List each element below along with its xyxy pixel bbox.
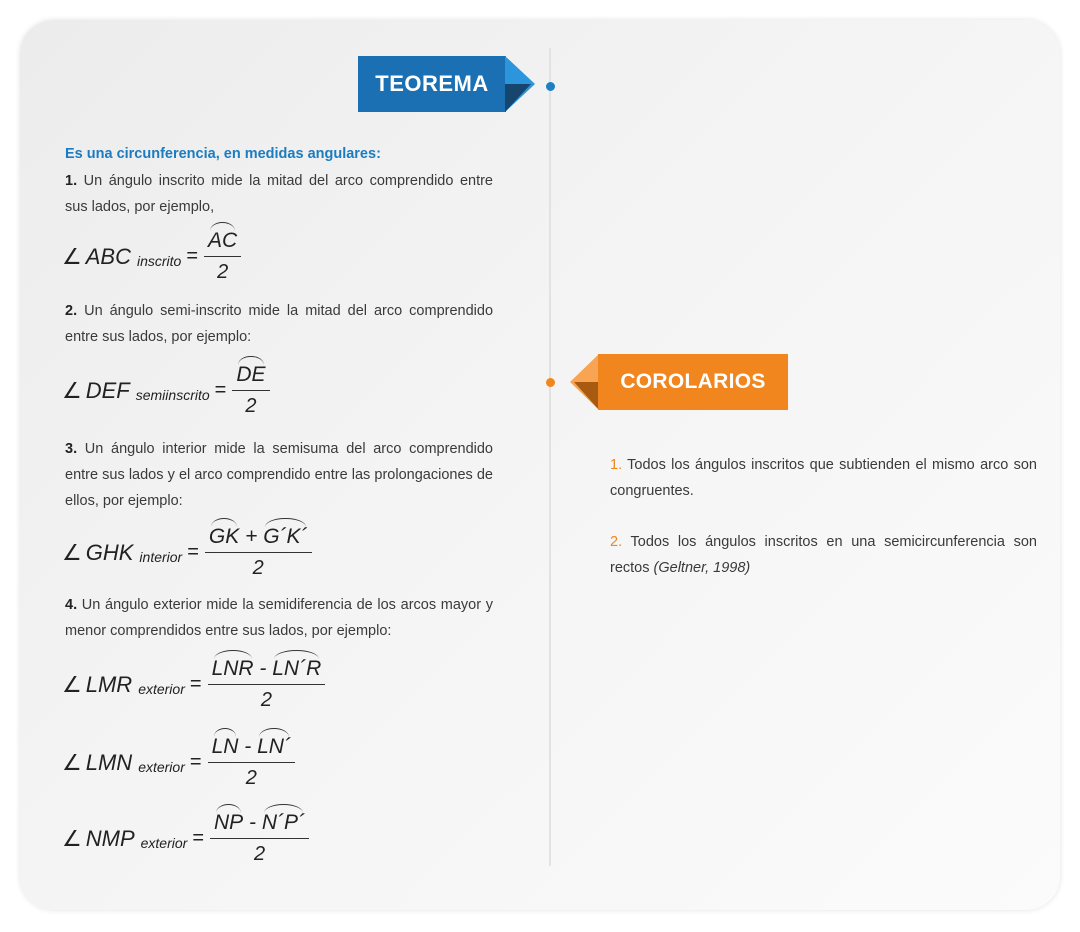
corolario-item-2 bbox=[610, 529, 1037, 581]
angle-icon: ∠ bbox=[62, 749, 82, 775]
item-text: Todos los ángulos inscritos en una semicircunferencia son rectos bbox=[610, 534, 1037, 576]
item-text: Todos los ángulos inscritos que subtienden el mismo arco son congruentes. bbox=[610, 457, 1037, 499]
corolarios-banner bbox=[598, 354, 788, 410]
formula-def bbox=[62, 362, 270, 419]
item-number: 1. bbox=[65, 173, 78, 189]
denominator: 2 bbox=[217, 261, 229, 283]
teorema-intro: Es una circunferencia, en medidas angulares: bbox=[65, 146, 381, 162]
item-text: Un ángulo semi-inscrito mide la mitad del arco comprendido entre sus lados, por ejemplo: bbox=[65, 303, 494, 345]
angle-icon: ∠ bbox=[62, 539, 82, 565]
operator: - bbox=[253, 657, 273, 680]
corolarios-label: COROLARIOS bbox=[620, 370, 766, 393]
numerator bbox=[232, 362, 269, 390]
angle-subscript: interior bbox=[139, 548, 183, 565]
denominator: 2 bbox=[260, 689, 272, 711]
fraction bbox=[204, 228, 241, 285]
equals-sign: = bbox=[192, 827, 204, 849]
item-text: Un ángulo interior mide la semisuma del arco comprendido entre sus lados y el arco comprendido entre las prolongaciones de ellos, por ejemplo: bbox=[65, 441, 493, 509]
teorema-arrow-shade bbox=[505, 84, 531, 112]
angle-name: GHK bbox=[85, 539, 134, 565]
arc-label: G´K´ bbox=[263, 525, 308, 548]
formula-nmp bbox=[62, 810, 309, 867]
angle-icon: ∠ bbox=[62, 671, 82, 697]
formula-lmn bbox=[62, 734, 295, 791]
equals-sign: = bbox=[186, 245, 199, 267]
angle-name: NMP bbox=[85, 825, 135, 851]
angle-subscript: exterior bbox=[138, 758, 185, 775]
angle-icon: ∠ bbox=[62, 825, 82, 851]
item-text: Un ángulo exterior mide la semidiferencia de los arcos mayor y menor comprendidos entre sus lados, por ejemplo: bbox=[65, 597, 494, 639]
equals-sign: = bbox=[189, 673, 202, 695]
operator: - bbox=[243, 811, 262, 834]
angle-subscript: inscrito bbox=[136, 252, 182, 269]
arc-label: AC bbox=[208, 229, 238, 252]
timeline-dot-blue bbox=[546, 82, 555, 91]
arc-label: LN bbox=[211, 735, 239, 758]
fraction bbox=[208, 656, 326, 713]
denominator: 2 bbox=[252, 557, 264, 579]
theorem-item-4 bbox=[65, 592, 493, 644]
equals-sign: = bbox=[187, 541, 199, 563]
angle-name: ABC bbox=[85, 243, 131, 269]
arc-label: LNR bbox=[211, 657, 254, 680]
arc-label: DE bbox=[236, 363, 266, 386]
angle-subscript: exterior bbox=[140, 834, 188, 851]
equals-sign: = bbox=[214, 379, 227, 401]
numerator bbox=[208, 656, 326, 684]
angle-name: DEF bbox=[85, 377, 130, 403]
fraction bbox=[208, 734, 295, 791]
operator: - bbox=[238, 735, 258, 758]
item-text: Un ángulo inscrito mide la mitad del arco comprendido entre sus lados, por ejemplo, bbox=[65, 173, 493, 215]
item-number: 4. bbox=[65, 597, 78, 613]
corolario-item-1 bbox=[610, 452, 1037, 504]
item-number: 1. bbox=[610, 457, 623, 473]
item-number: 2. bbox=[65, 303, 78, 319]
arc-label: N´P´ bbox=[261, 811, 306, 834]
arc-label: LN´ bbox=[257, 735, 291, 758]
citation: (Geltner, 1998) bbox=[653, 560, 751, 576]
item-number: 3. bbox=[65, 441, 78, 457]
arc-label: GK bbox=[208, 525, 240, 548]
numerator bbox=[208, 734, 295, 762]
teorema-label: TEOREMA bbox=[375, 71, 489, 96]
denominator: 2 bbox=[245, 395, 257, 417]
theorem-item-1 bbox=[65, 168, 493, 220]
numerator bbox=[204, 228, 241, 256]
numerator bbox=[210, 810, 309, 838]
fraction bbox=[210, 810, 309, 867]
numerator bbox=[205, 524, 312, 552]
fraction bbox=[205, 524, 312, 581]
angle-icon: ∠ bbox=[62, 377, 82, 403]
denominator: 2 bbox=[245, 767, 257, 789]
theorem-item-3 bbox=[65, 436, 493, 514]
equals-sign: = bbox=[189, 751, 202, 773]
operator: + bbox=[239, 525, 264, 548]
angle-subscript: exterior bbox=[138, 680, 185, 697]
teorema-banner bbox=[358, 56, 506, 112]
theorem-item-2 bbox=[65, 298, 493, 350]
center-divider bbox=[549, 48, 551, 866]
timeline-dot-orange bbox=[546, 378, 555, 387]
corolarios-arrow-shade bbox=[574, 382, 599, 410]
formula-lmr bbox=[62, 656, 325, 713]
denominator: 2 bbox=[253, 843, 266, 865]
formula-abc bbox=[62, 228, 241, 285]
fraction bbox=[232, 362, 269, 419]
angle-icon: ∠ bbox=[62, 243, 82, 269]
arc-label: LN´R bbox=[272, 657, 322, 680]
item-number: 2. bbox=[610, 534, 623, 550]
formula-ghk bbox=[62, 524, 312, 581]
angle-subscript: semiinscrito bbox=[135, 386, 210, 403]
angle-name: LMR bbox=[85, 671, 133, 697]
angle-name: LMN bbox=[85, 749, 133, 775]
arc-label: NP bbox=[214, 811, 244, 834]
